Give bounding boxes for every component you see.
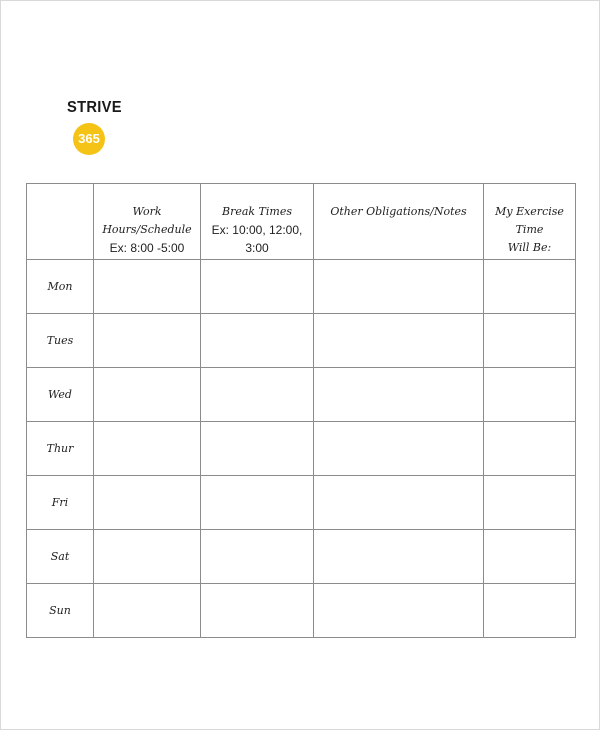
header-cell-exercise-time bbox=[484, 184, 576, 260]
work-hours-cell[interactable] bbox=[94, 260, 201, 314]
header-break-line-2: Ex: 10:00, 12:00, bbox=[211, 223, 303, 237]
exercise-time-cell[interactable] bbox=[484, 368, 576, 422]
header-cell-other-obligations bbox=[314, 184, 484, 260]
break-times-cell[interactable] bbox=[201, 584, 314, 638]
break-times-cell[interactable] bbox=[201, 422, 314, 476]
obligations-cell[interactable] bbox=[314, 314, 484, 368]
table-row bbox=[27, 422, 576, 476]
day-label: Sun bbox=[27, 584, 94, 638]
obligations-cell[interactable] bbox=[314, 422, 484, 476]
work-hours-cell[interactable] bbox=[94, 584, 201, 638]
break-times-cell[interactable] bbox=[201, 314, 314, 368]
table-row bbox=[27, 584, 576, 638]
header-row bbox=[27, 184, 576, 260]
break-times-cell[interactable] bbox=[201, 530, 314, 584]
strive-365-logo bbox=[67, 99, 122, 146]
work-hours-cell[interactable] bbox=[94, 530, 201, 584]
exercise-time-cell[interactable] bbox=[484, 422, 576, 476]
header-cell-empty bbox=[27, 184, 94, 260]
table-row bbox=[27, 476, 576, 530]
obligations-cell[interactable] bbox=[314, 584, 484, 638]
exercise-time-cell[interactable] bbox=[484, 260, 576, 314]
day-label: Wed bbox=[27, 368, 94, 422]
day-label: Fri bbox=[27, 476, 94, 530]
header-break-line-3: 3:00 bbox=[245, 241, 269, 255]
day-label: Tues bbox=[27, 314, 94, 368]
exercise-time-cell[interactable] bbox=[484, 530, 576, 584]
weekly-schedule-table bbox=[26, 183, 576, 638]
work-hours-cell[interactable] bbox=[94, 476, 201, 530]
header-cell-work-hours bbox=[94, 184, 201, 260]
work-hours-cell[interactable] bbox=[94, 314, 201, 368]
table-row bbox=[27, 530, 576, 584]
exercise-time-cell[interactable] bbox=[484, 314, 576, 368]
break-times-cell[interactable] bbox=[201, 260, 314, 314]
header-exercise-line-1: My Exercise Time bbox=[495, 205, 564, 236]
work-hours-cell[interactable] bbox=[94, 422, 201, 476]
table-row bbox=[27, 260, 576, 314]
work-hours-cell[interactable] bbox=[94, 368, 201, 422]
day-label: Sat bbox=[27, 530, 94, 584]
table-row bbox=[27, 314, 576, 368]
day-label: Mon bbox=[27, 260, 94, 314]
obligations-cell[interactable] bbox=[314, 476, 484, 530]
header-break-line-1: Break Times bbox=[221, 205, 292, 218]
exercise-time-cell[interactable] bbox=[484, 476, 576, 530]
break-times-cell[interactable] bbox=[201, 368, 314, 422]
break-times-cell[interactable] bbox=[201, 476, 314, 530]
header-cell-break-times bbox=[201, 184, 314, 260]
header-work-line-2: Hours/Schedule bbox=[102, 223, 192, 236]
day-rows bbox=[27, 260, 576, 638]
header-work-line-1: Work bbox=[132, 205, 162, 218]
day-label: Thur bbox=[27, 422, 94, 476]
logo-badge-365: 365 bbox=[73, 123, 105, 155]
header-obligations-line-1: Other Obligations/Notes bbox=[330, 205, 467, 218]
exercise-time-cell[interactable] bbox=[484, 584, 576, 638]
header-exercise-line-2: Will Be: bbox=[507, 241, 552, 254]
obligations-cell[interactable] bbox=[314, 260, 484, 314]
logo-wordmark: STRIVE bbox=[67, 99, 122, 116]
obligations-cell[interactable] bbox=[314, 530, 484, 584]
obligations-cell[interactable] bbox=[314, 368, 484, 422]
header-work-line-3: Ex: 8:00 -5:00 bbox=[109, 241, 185, 255]
table-row bbox=[27, 368, 576, 422]
